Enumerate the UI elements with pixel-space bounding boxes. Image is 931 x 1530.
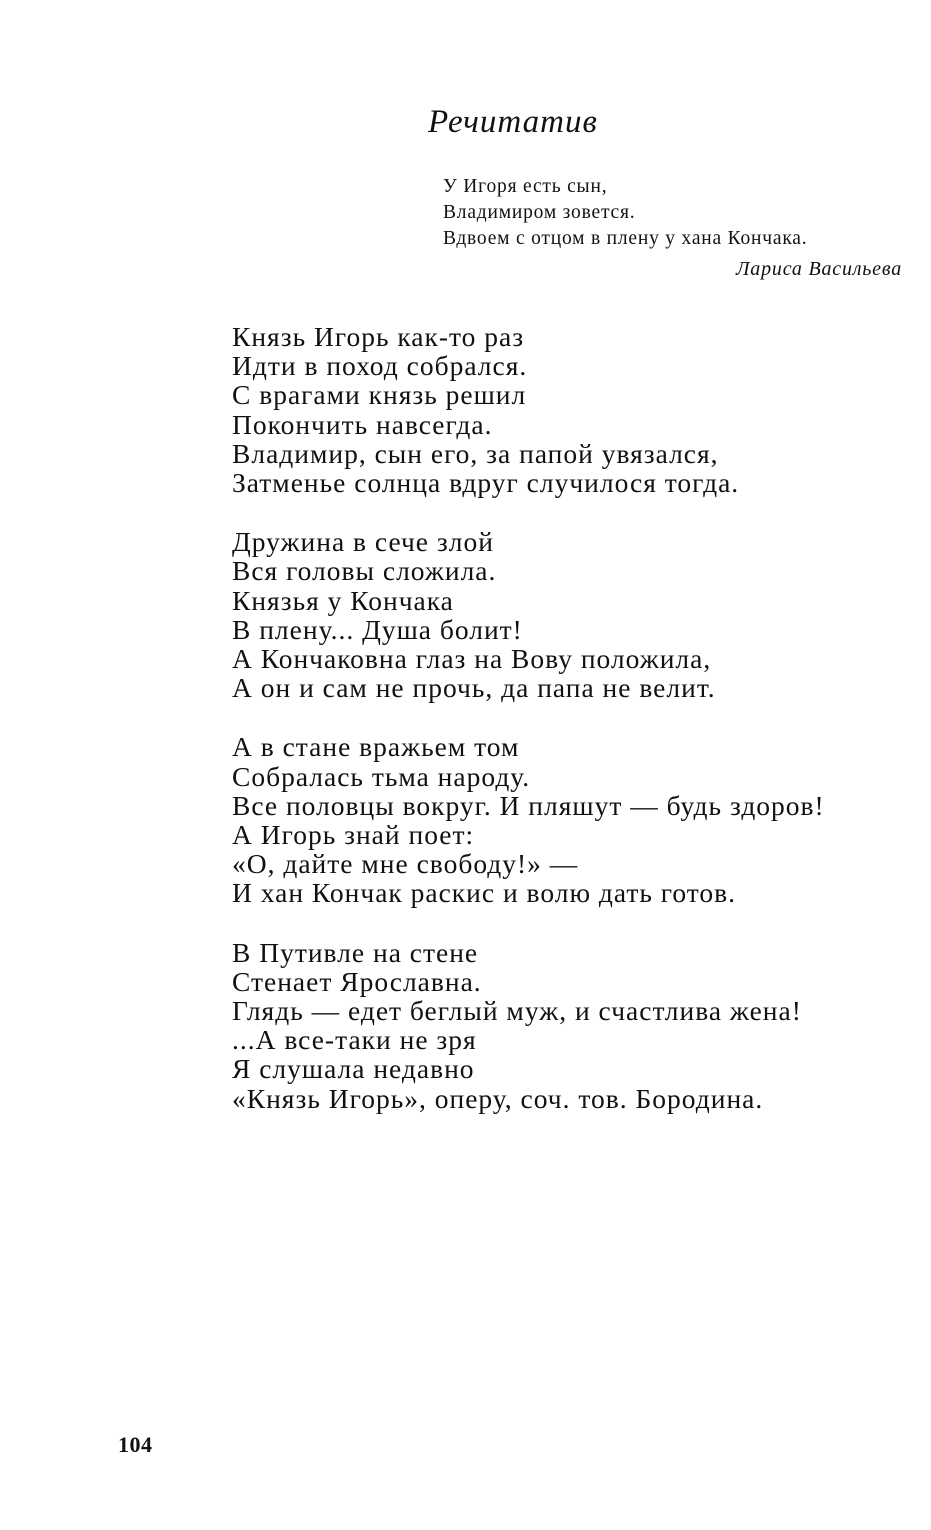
- epigraph-author: Лариса Васильева: [735, 258, 902, 280]
- epigraph-line: У Игоря есть сын,: [443, 176, 608, 197]
- stanza-1: [232, 322, 902, 497]
- verse-line: И хан Кончак раскис и волю дать готов.: [232, 877, 737, 909]
- page-number: 104: [118, 1432, 153, 1457]
- verse-line: ...А все-таки не зря: [232, 1024, 477, 1056]
- verse-line: Князь Игорь как-то раз: [232, 321, 525, 352]
- poem-body: [232, 322, 902, 1143]
- verse-line: «Князь Игорь», оперу, соч. тов. Бородина.: [232, 1082, 764, 1114]
- verse-line: А Игорь знай поет:: [232, 819, 475, 851]
- verse-line: Дружина в сече злой: [232, 526, 494, 558]
- poem-title: Речитатив: [428, 104, 598, 140]
- verse-line: Идти в поход собрался.: [232, 350, 528, 382]
- epigraph-line: Вдвоем с отцом в плену у хана Кончака.: [443, 228, 808, 249]
- stanza-4: [232, 938, 902, 1113]
- epigraph: [443, 174, 903, 252]
- verse-line: А Кончаковна глаз на Вову положила,: [232, 643, 712, 675]
- verse-line: А он и сам не прочь, да папа не велит.: [232, 672, 716, 704]
- verse-line: Глядь — едет беглый муж, и счастлива жена!: [232, 995, 802, 1027]
- verse-line: Покончить навсегда.: [232, 408, 493, 440]
- verse-line: Стенает Ярославна.: [232, 965, 482, 997]
- verse-line: Князья у Кончака: [232, 584, 454, 616]
- verse-line: Затменье солнца вдруг случилося тогда.: [232, 467, 740, 499]
- verse-line: В Путивле на стене: [232, 936, 479, 968]
- stanza-3: [232, 732, 902, 907]
- epigraph-line: Владимиром зовется.: [443, 202, 636, 223]
- verse-line: «О, дайте мне свободу!» —: [232, 848, 579, 880]
- verse-line: Владимир, сын его, за папой увязался,: [232, 437, 719, 469]
- verse-line: Вся головы сложила.: [232, 555, 497, 587]
- verse-line: Собралась тьма народу.: [232, 760, 531, 792]
- verse-line: С врагами князь решил: [232, 379, 527, 411]
- stanza-2: [232, 527, 902, 702]
- verse-line: А в стане вражьем том: [232, 731, 520, 763]
- verse-line: В плену... Душа болит!: [232, 613, 523, 645]
- verse-line: Все половцы вокруг. И пляшут — будь здоров!: [232, 789, 825, 821]
- verse-line: Я слушала недавно: [232, 1053, 475, 1085]
